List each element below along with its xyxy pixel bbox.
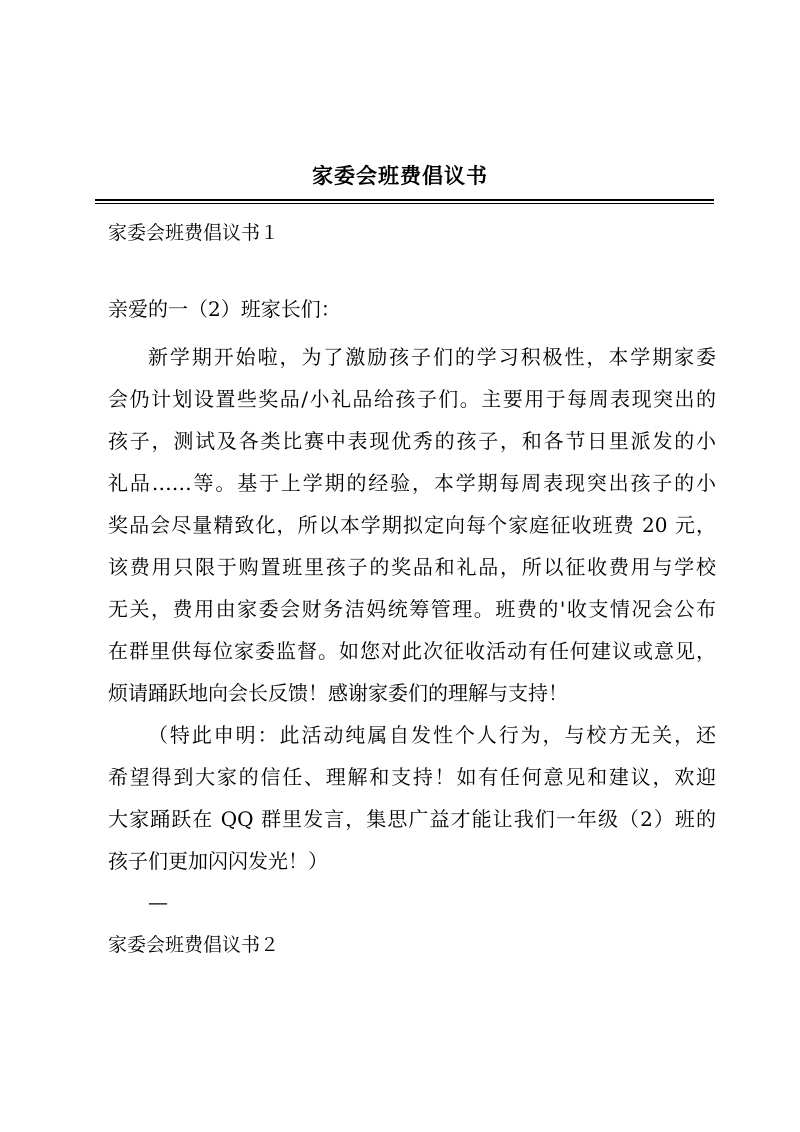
title-divider (95, 199, 714, 204)
paragraph-line: 该费用只限于购置班里孩子的奖品和礼品，所以征收费用与学校 (108, 555, 716, 579)
paragraph-line: 孩子，测试及各类比赛中表现优秀的孩子，和各节日里派发的小 (108, 429, 716, 453)
paragraph-line: 大家踊跃在 QQ 群里发言，集思广益才能让我们一年级（2）班的 (108, 807, 716, 831)
paragraph-line: 会仍计划设置些奖品/小礼品给孩子们。主要用于每周表现突出的 (108, 387, 716, 411)
paragraph-line: 孩子们更加闪闪发光！） (108, 849, 328, 873)
separator-dash: — (148, 890, 168, 914)
salutation: 亲爱的一（2）班家长们： (108, 297, 341, 321)
section-heading-1: 家委会班费倡议书１ (108, 222, 280, 244)
paragraph-line: 新学期开始啦，为了激励孩子们的学习积极性，本学期家委 (148, 345, 716, 369)
paragraph-line: 希望得到大家的信任、理解和支持！如有任何意见和建议，欢迎 (108, 765, 716, 789)
paragraph-line: 在群里供每位家委监督。如您对此次征收活动有任何建议或意见， (108, 639, 716, 663)
paragraph-line: 奖品会尽量精致化，所以本学期拟定向每个家庭征收班费 20 元， (108, 513, 716, 537)
paragraph-line: 烦请踊跃地向会长反馈！感谢家委们的理解与支持！ (108, 681, 568, 705)
paragraph-line: 礼品……等。基于上学期的经验，本学期每周表现突出孩子的小 (108, 471, 716, 495)
section-heading-2: 家委会班费倡议书２ (108, 934, 280, 956)
paragraph-line: （特此申明：此活动纯属自发性个人行为，与校方无关，还 (148, 723, 716, 747)
paragraph-line: 无关，费用由家委会财务洁妈统筹管理。班费的'收支情况会公布 (108, 597, 716, 621)
document-title: 家委会班费倡议书 (312, 163, 488, 188)
